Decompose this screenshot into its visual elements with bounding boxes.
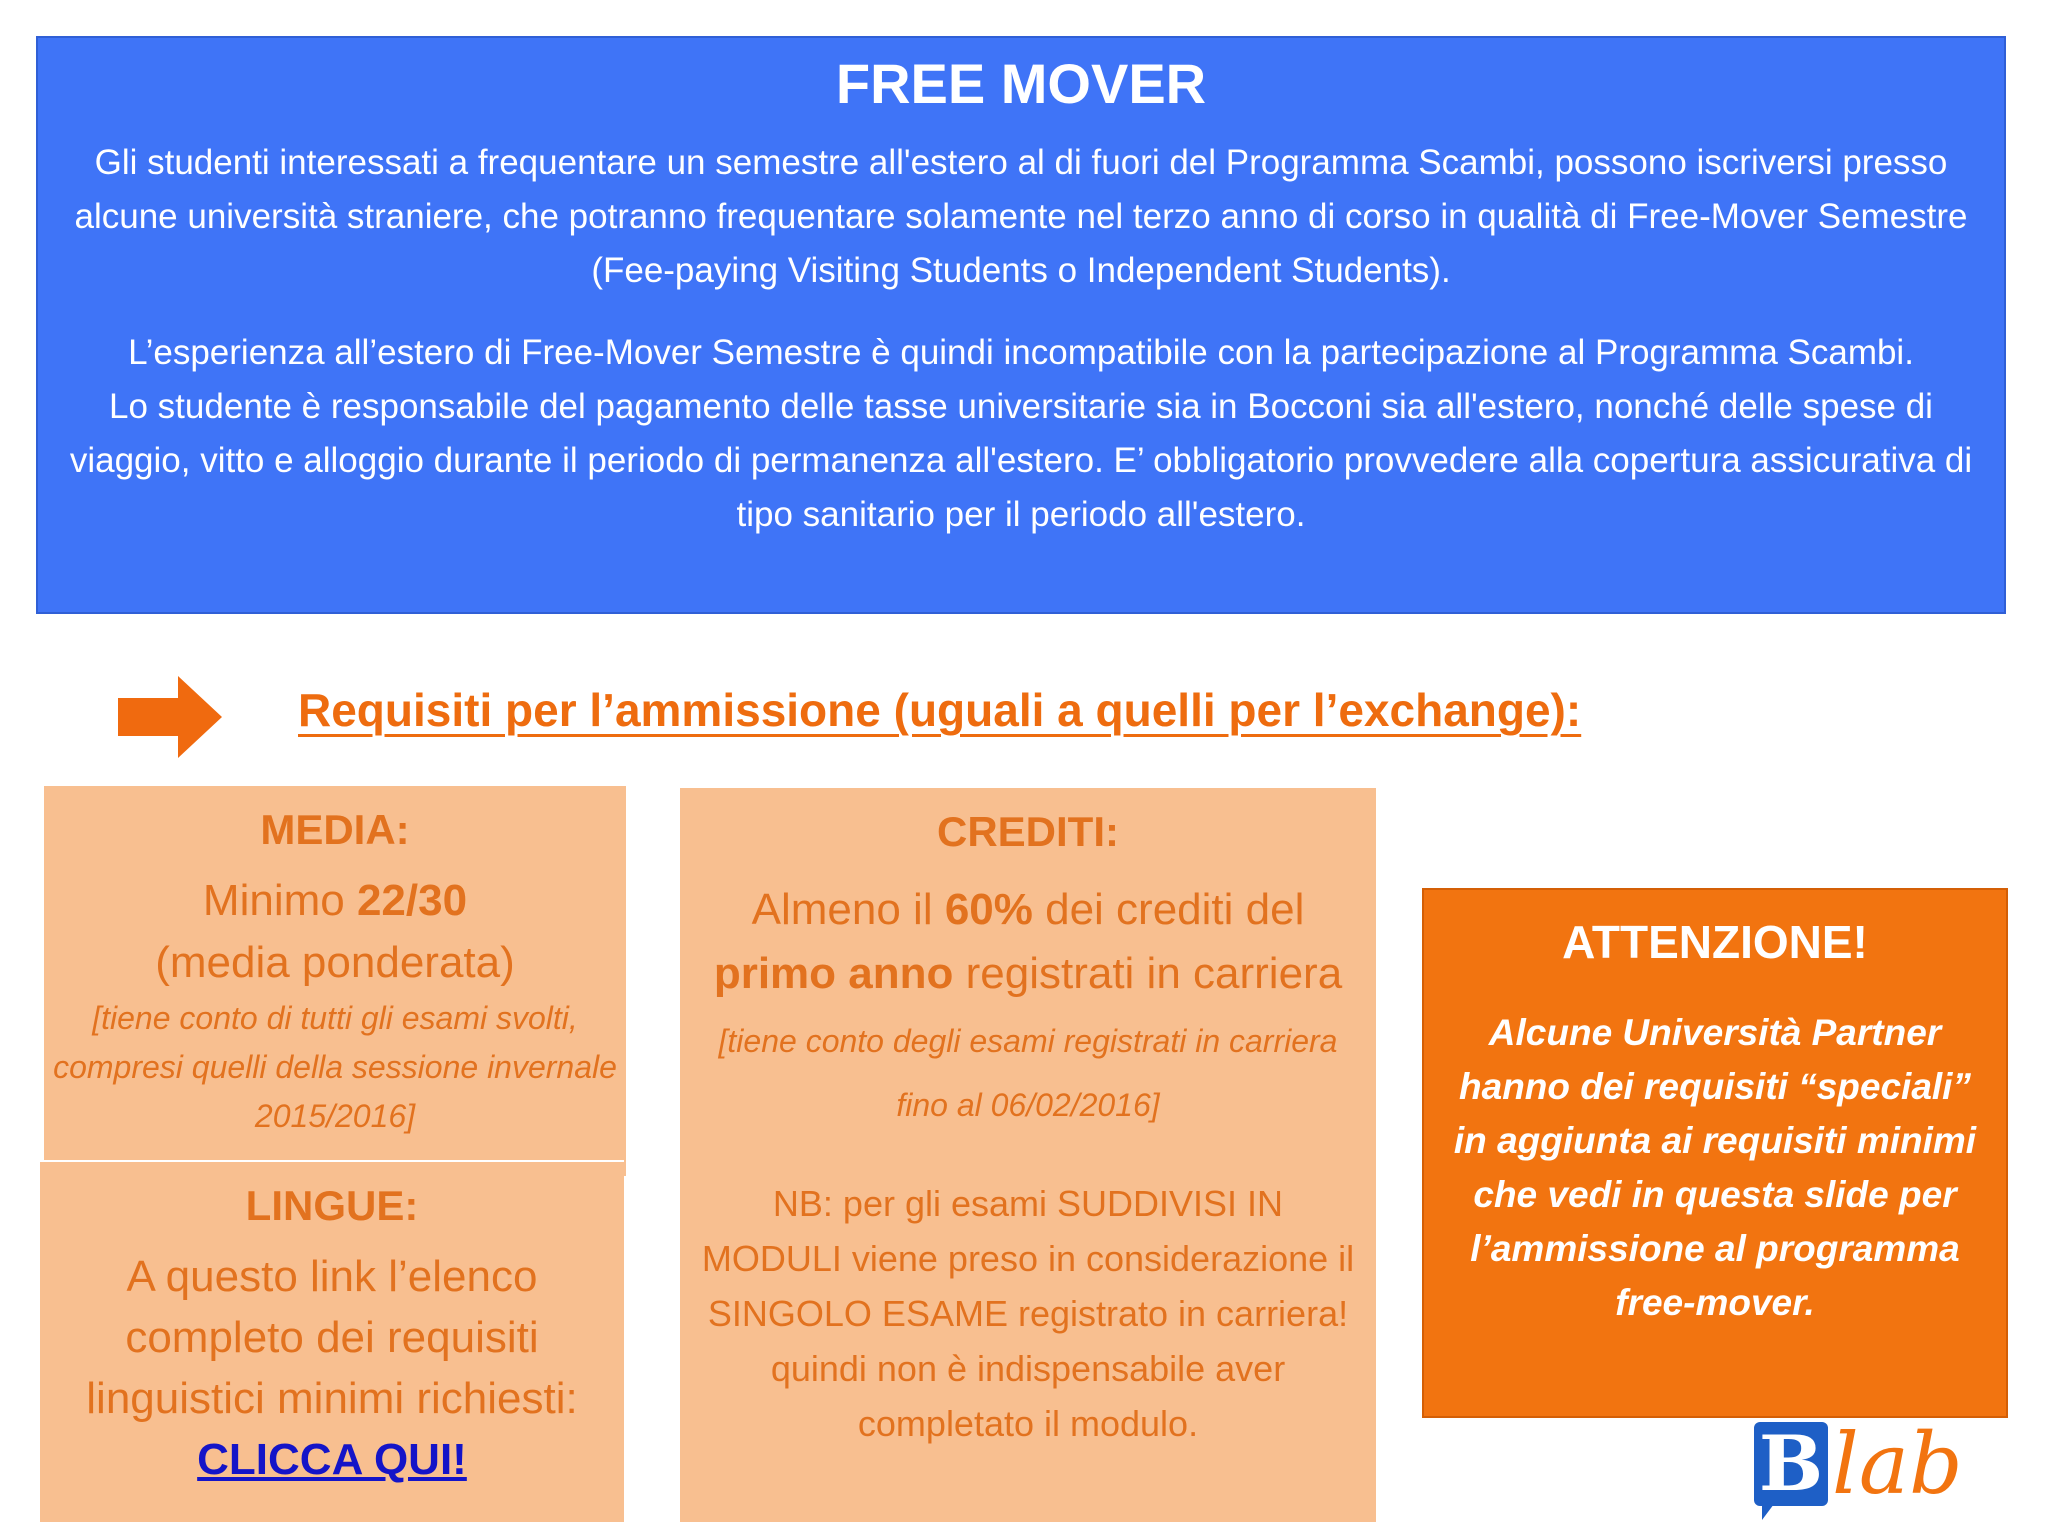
media-weighted: (media ponderata) [155,938,515,987]
logo-text: lab [1832,1415,1963,1513]
crediti-box [680,788,1376,1522]
crediti-text-2: dei crediti del [1032,885,1305,934]
media-heading: MEDIA: [260,806,410,853]
lingue-text: A questo link l’elenco completo dei requisiti linguistici minimi richiesti: [86,1252,578,1423]
right-arrow-icon [118,676,222,758]
responsibility-paragraph: Lo studente è responsabile del pagamento delle tasse universitarie sia in Bocconi sia all'estero, nonché delle spese di viaggio, vitto e alloggio durante il periodo di permanenza all'estero. E’ obbligatorio provvedere alla copertura assicurativa di tipo sanitario per il periodo all'estero. [69,387,1973,534]
media-box [44,786,626,1176]
free-mover-header [36,36,2006,614]
media-note: [tiene conto di tutti gli esami svolti, compresi quelli della sessione invernale 2015/2016] [53,1000,617,1134]
blab-logo [1748,1415,1998,1530]
crediti-percent: 60% [944,885,1033,934]
lingue-box [40,1160,624,1522]
crediti-text [680,878,1376,1134]
crediti-text-3: registrati in carriera [953,949,1343,998]
intro-paragraph: Gli studenti interessati a frequentare un semestre all'estero al di fuori del Programma Scambi, possono iscriversi presso alcune università straniere, che potranno frequentare solamente nel terzo anno di corso in qualità di Free-Mover Semestre (Fee-paying Visiting Students o Independent Students). [74,143,1968,290]
crediti-first-year: primo anno [713,949,954,998]
media-minimum [44,870,626,932]
incompatibility-paragraph: L’esperienza all’estero di Free-Mover Semestre è quindi incompatibile con la partecipazione al Programma Scambi. [128,333,1914,372]
clicca-qui-link[interactable]: CLICCA QUI! [197,1435,467,1484]
crediti-heading: CREDITI: [937,808,1119,855]
media-minimum-value: 22/30 [356,876,468,925]
logo-letter: B [1754,1422,1828,1506]
page-title: FREE MOVER [835,52,1207,115]
crediti-text-1: Almeno il [751,885,945,934]
media-minimum-prefix: Minimo [202,876,357,925]
attention-box [1422,888,2008,1418]
requirements-title: Requisiti per l’ammissione (uguali a quelli per l’exchange): [298,684,1582,736]
crediti-note: [tiene conto degli esami registrati in carriera fino al 06/02/2016] [718,1023,1338,1123]
crediti-nb: NB: per gli esami SUDDIVISI IN MODULI viene preso in considerazione il SINGOLO ESAME registrato in carriera! quindi non è indispensabile aver completato il modulo. [701,1183,1355,1444]
attention-text: Alcune Università Partner hanno dei requisiti “speciali” in aggiunta ai requisiti minimi che vedi in questa slide per l’ammissione al programma free-mover. [1453,1012,1977,1323]
lingue-heading: LINGUE: [245,1182,419,1229]
attention-heading: ATTENZIONE! [1562,916,1868,968]
logo-bubble-tail [1762,1504,1774,1520]
